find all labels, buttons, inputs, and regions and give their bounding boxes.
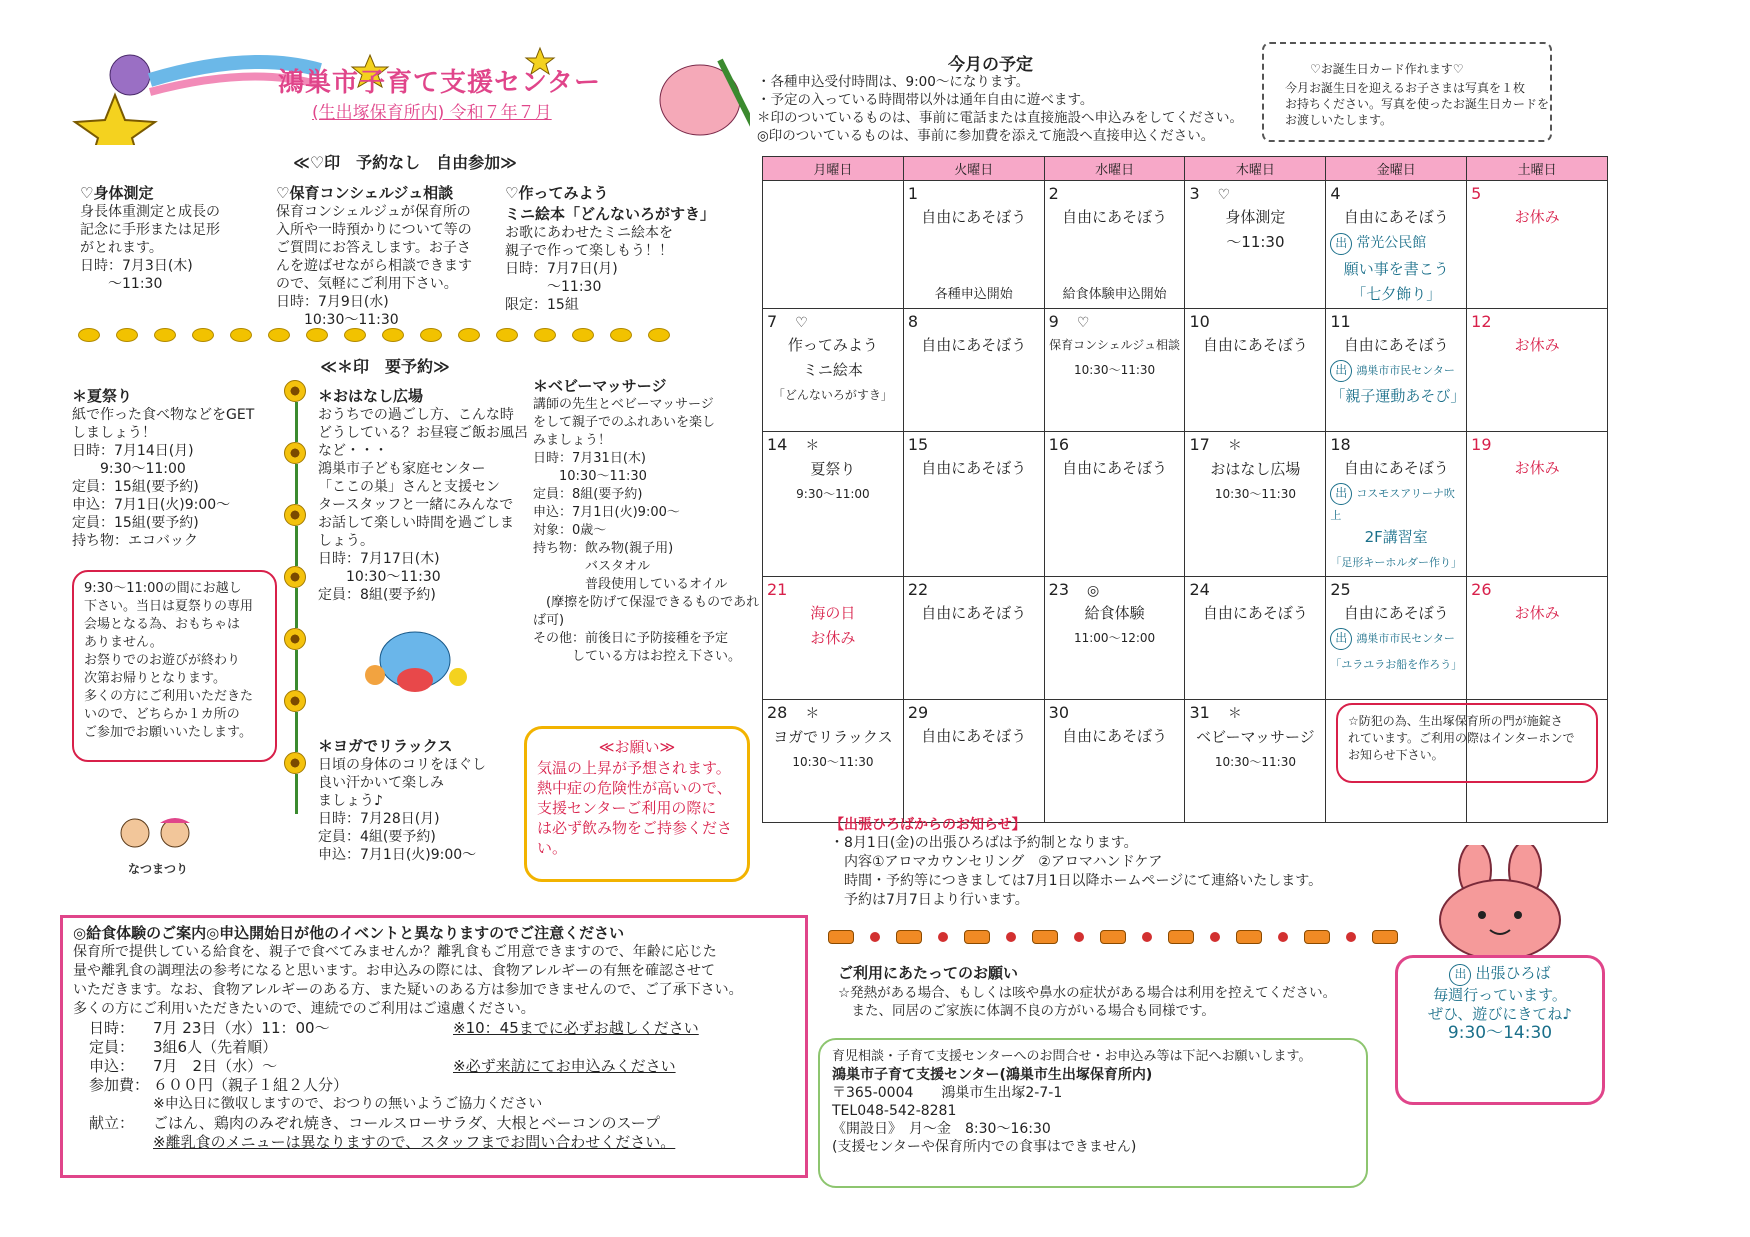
- calendar-day: [903, 700, 1044, 823]
- event-body: 保育コンシェルジュが保育所の 入所や一時預かりについて等の ご質問にお答えします。お子さ んを遊ばせながら相談できます ので、気軽にご利用下さい。 日時：7月9日(水) 10:30～11:30: [276, 204, 472, 328]
- day-number: 8: [907, 312, 919, 331]
- day-number: 9: [1048, 312, 1059, 331]
- day-event: ミニ絵本: [802, 361, 863, 379]
- day-event: 10:30～11:30: [1214, 487, 1296, 501]
- day-mark: ＊: [1227, 706, 1242, 722]
- day-event: 給食体験: [1084, 604, 1145, 622]
- day-mark: ＊: [805, 438, 820, 454]
- event-baby-massage: [533, 375, 763, 666]
- meal-body: 保育所で提供している給食を、親子で食べてみませんか？離乳食もご用意できますので、年齢に応じた 量や離乳食の調理法の参考になると思います。お申込みの際には、食物アレルギーの有無を確認させて いただきます。なお、食物アレルギーのある方、また疑いのある方は参加できませんので、ご了承下さい。 多くの方にご利用いただきたいので、連続でのご利用はご遠慮ください。: [73, 944, 743, 1017]
- contact-name: 鴻巣市子育て支援センター(鴻巣市生出塚保育所内): [832, 1067, 1153, 1083]
- calendar-day: [1467, 309, 1608, 432]
- day-event: 11:00～12:00: [1073, 631, 1156, 645]
- calendar-day: [1044, 700, 1185, 823]
- day-event: 保育コンシェルジュ相談: [1049, 338, 1181, 352]
- day-event: 自由にあそぼう: [1062, 459, 1168, 477]
- day-number: 7: [767, 312, 778, 331]
- request-body: 気温の上昇が予想されます。 熱中症の危険性が高いので、 支援センターご利用の際に は必ず飲み物をご持参くださ い。: [537, 759, 733, 857]
- day-number: 17: [1189, 435, 1210, 454]
- day-event: 自由にあそぼう: [1062, 208, 1168, 226]
- sunflower-icon: [284, 566, 306, 588]
- day-event: ヨガでリラックス: [773, 728, 893, 746]
- event-title: ♡保育コンシェルジュ相談: [276, 184, 454, 202]
- event-title: ＊夏祭り: [72, 387, 133, 405]
- contact-box: [818, 1038, 1368, 1188]
- usage-body: ☆発熱がある場合、もしくは咳や鼻水の症状がある場合は利用を控えてください。 また、同居のご家族に体調不良の方がいる場合も同様です。: [838, 985, 1337, 1019]
- day-event: 自由にあそぼう: [921, 208, 1027, 226]
- calendar-day: [763, 700, 904, 823]
- day-event: 夏祭り: [810, 460, 856, 478]
- calendar-day: [1467, 181, 1608, 309]
- fee-note: ※申込日に徴収しますので、おつりの無いようご協力ください: [153, 1096, 543, 1112]
- contact-days: 《開設日》 月～金 8:30～16:30: [832, 1121, 1051, 1137]
- calendar-day: [1044, 577, 1185, 700]
- day-event: 10:30～11:30: [792, 755, 874, 769]
- day-event: 「どんないろがすき」: [772, 388, 893, 402]
- de-icon: 出: [1330, 360, 1352, 382]
- day-event: ～11:30: [1226, 233, 1285, 251]
- weekday-wed: 水曜日: [1044, 157, 1185, 181]
- day-number: 28: [767, 703, 788, 722]
- event-summer-festival: [72, 385, 282, 550]
- day-event: 自由にあそぼう: [1343, 604, 1449, 622]
- outreach-place: 出 コスモスアリーナ吹上: [1330, 483, 1462, 523]
- day-event: 9:30～11:00: [796, 487, 870, 501]
- calendar-week: [763, 577, 1608, 700]
- calendar-day: [1185, 700, 1326, 823]
- page-title: 鴻巣市子育て支援センター: [278, 68, 601, 98]
- outreach-event: 2F講習室: [1364, 528, 1428, 546]
- day-mark: ◎: [1087, 583, 1100, 599]
- day-event: 作ってみよう: [787, 336, 878, 354]
- day-number: 31: [1189, 703, 1210, 722]
- de-icon: 出: [1449, 964, 1471, 986]
- no-reserve-heading: ≪♡印 予約なし 自由参加≫: [293, 153, 517, 172]
- contact-tel: TEL048-542-8281: [832, 1103, 957, 1119]
- outreach-place: 出 鴻巣市市民センター: [1330, 360, 1462, 382]
- day-event: 海の日: [810, 604, 856, 622]
- calendar-day: [903, 181, 1044, 309]
- day-event: 自由にあそぼう: [921, 727, 1027, 745]
- day-number: 5: [1471, 184, 1482, 203]
- outreach-event: 願い事を書こう: [1343, 260, 1449, 278]
- calendar-day: [1185, 181, 1326, 309]
- event-title: ＊おはなし広場: [318, 387, 424, 405]
- outreach-event: 「ユラユラお船を作ろう」: [1330, 658, 1463, 671]
- festival-note: 9:30～11:00の間にお越し 下さい。当日は夏祭りの専用 会場となる為、おもちゃは ありません。 お祭りでのお遊びが終わり 次第お帰りとなります。 多くの方にご利用いただきた いので、どちらか１カ所の ご参加でお願いいたします。: [72, 570, 277, 762]
- natsumatsuri-label: なつまつり: [128, 862, 189, 876]
- day-event: 10:30～11:30: [1214, 755, 1296, 769]
- sunflower-icon: [284, 380, 306, 402]
- day-number: 21: [767, 580, 788, 599]
- usage-title: ご利用にあたってのお願い: [838, 964, 1019, 982]
- page-subtitle: (生出塚保育所内) 令和７年７月: [312, 103, 552, 123]
- event-yoga: [318, 735, 518, 864]
- day-number: 24: [1189, 580, 1210, 599]
- birthday-title: ♡お誕生日カード作れます♡: [1310, 62, 1464, 76]
- elephant-illustration: [360, 625, 470, 699]
- contact-note: (支援センターや保育所内での食事はできません): [832, 1139, 1137, 1155]
- reserve-heading: ≪＊印 要予約≫: [320, 357, 450, 376]
- event-title: ＊ベビーマッサージ: [533, 377, 667, 395]
- security-note: ☆防犯の為、生出塚保育所の門が施錠さ れています。ご利用の際はインターホンで お知らせ下さい。: [1336, 703, 1598, 783]
- de-icon: 出: [1330, 483, 1352, 505]
- day-number: 12: [1471, 312, 1492, 331]
- day-number: 22: [907, 580, 929, 599]
- request-title: ≪お願い≫: [598, 738, 676, 756]
- event-title: ＊ヨガでリラックス: [318, 737, 453, 755]
- de-icon: 出: [1330, 628, 1352, 650]
- event-concierge: [276, 182, 496, 329]
- calendar-day: [903, 309, 1044, 432]
- bus-divider: [828, 930, 1398, 944]
- event-body: 身長体重測定と成長の 記念に手形または足形 がとれます。 日時：7月3日(木) ～11:30: [80, 204, 220, 292]
- day-event: 自由にあそぼう: [921, 336, 1027, 354]
- day-event: 自由にあそぼう: [1202, 336, 1308, 354]
- day-number: 3: [1189, 184, 1200, 203]
- day-event: お休み: [1514, 604, 1560, 622]
- weekday-mon: 月曜日: [763, 157, 904, 181]
- day-event: 10:30～11:30: [1073, 363, 1156, 377]
- day-number: 2: [1048, 184, 1059, 203]
- plan-notes: ・各種申込受付時間は、9:00～になります。 ・予定の入っている時間帯以外は通年自由に遊べます。 ＊印のついているものは、事前に電話または直接施設へ申込みをしてください。 ◎印のついているものは、事前に参加費を添えて施設へ直接申込ください。: [757, 74, 1243, 144]
- contact-intro: 育児相談・子育て支援センターへのお問合せ・お申込み等は下記へお願いします。: [832, 1049, 1312, 1064]
- day-event: お休み: [1514, 459, 1560, 477]
- day-event: 自由にあそぼう: [1062, 727, 1168, 745]
- request-box: [524, 726, 750, 882]
- day-number: 15: [907, 435, 929, 454]
- calendar-day: [1044, 309, 1185, 432]
- day-number: 14: [767, 435, 788, 454]
- weekday-tue: 火曜日: [903, 157, 1044, 181]
- day-footnote: 各種申込開始: [934, 287, 1013, 302]
- outreach-event: 「七夕飾り」: [1351, 285, 1442, 303]
- calendar-day: [903, 432, 1044, 577]
- meal-box: [60, 915, 808, 1178]
- menu-row: 献立： ごはん、鶏肉のみぞれ焼き、コールスローサラダ、大根とベーコンのスープ: [89, 1114, 661, 1132]
- calendar-day: [1185, 309, 1326, 432]
- day-number: 23: [1048, 580, 1070, 599]
- event-title: ♡身体測定: [80, 184, 154, 202]
- day-event: お休み: [1514, 208, 1560, 226]
- day-number: 30: [1048, 703, 1070, 722]
- day-number: 11: [1330, 312, 1351, 331]
- weekday-sat: 土曜日: [1467, 157, 1608, 181]
- sunflower-icon: [284, 442, 306, 464]
- calendar-day: [763, 432, 904, 577]
- day-number: 26: [1471, 580, 1492, 599]
- calendar-header: [763, 157, 1608, 181]
- day-number: 19: [1471, 435, 1492, 454]
- day-number: 1: [907, 184, 919, 203]
- day-event: 自由にあそぼう: [1202, 604, 1308, 622]
- day-number: 4: [1330, 184, 1341, 203]
- meal-rows: [73, 1019, 795, 1095]
- day-number: 18: [1330, 435, 1351, 454]
- event-subtitle: ミニ絵本「どんないろがすき」: [505, 205, 716, 223]
- event-title: ♡作ってみよう: [505, 184, 609, 202]
- sunflower-icon: [284, 690, 306, 712]
- day-event: お休み: [810, 629, 856, 647]
- weekday-fri: 金曜日: [1326, 157, 1467, 181]
- day-mark: ＊: [1227, 438, 1242, 454]
- event-body: 紙で作った食べ物などをGET しましょう！ 日時：7月14日(月) 9:30～11:00 定員：15組(要予約) 申込：7月1日(火)9:00～ 定員：15組(要予約) 持ち物：エコバック: [72, 407, 255, 549]
- bunny-illustration: [1430, 845, 1570, 959]
- sunflower-icon: [284, 504, 306, 526]
- sunflower-icon: [284, 628, 306, 650]
- day-event: ベビーマッサージ: [1196, 728, 1315, 746]
- dots-divider: [78, 328, 670, 342]
- calendar-day: [763, 309, 904, 432]
- contact-zip: 〒365-0004 鴻巣市生出塚2-7-1: [832, 1085, 1063, 1101]
- meal-title: ◎給食体験のご案内◎申込開始日が他のイベントと異なりますのでご注意ください: [73, 924, 625, 942]
- calendar-day: [1326, 577, 1467, 700]
- outreach-place: 出 鴻巣市市民センター: [1330, 628, 1462, 650]
- outreach-place: 出 常光公民館: [1330, 232, 1462, 255]
- day-number: 16: [1048, 435, 1070, 454]
- calendar-day: [1044, 181, 1185, 309]
- weekday-thu: 木曜日: [1185, 157, 1326, 181]
- calendar-week: [763, 432, 1608, 577]
- menu-note: ※離乳食のメニューは異なりますので、スタッフまでお問い合わせください。: [153, 1133, 676, 1151]
- event-body: 講師の先生とベビーマッサージ をして親子でのふれあいを楽し みましょう！ 日時：7月31日(木) 10:30～11:30 定員：8組(要予約) 申込：7月1日(火)9:00～ 対象：0歳～ 持ち物：飲み物(親子用) バスタオル 普段使用しているオイル (摩擦を防げて保湿できるものであれば可) その他：前後日に予防接種を予定 している方はお控え下さい。: [533, 397, 760, 664]
- de-icon: 出: [1330, 233, 1352, 255]
- sunflower-column: [284, 380, 308, 870]
- day-event: 自由にあそぼう: [921, 604, 1027, 622]
- day-event: 自由にあそぼう: [1343, 208, 1449, 226]
- meal-row: 定員： 3組6人（先着順）: [89, 1038, 278, 1056]
- calendar-day: [763, 181, 904, 309]
- day-event: おはなし広場: [1210, 460, 1301, 478]
- sunflower-icon: [284, 752, 306, 774]
- calendar-day: [1185, 432, 1326, 577]
- calendar-day: [1467, 432, 1608, 577]
- event-picture-book: [505, 182, 745, 314]
- calendar-week: [763, 309, 1608, 432]
- day-event: 自由にあそぼう: [921, 459, 1027, 477]
- event-body: お歌にあわせたミニ絵本を 親子で作って楽しもう！！ 日時：7月7日(月) ～11:30 限定：15組: [505, 225, 673, 313]
- day-number: 25: [1330, 580, 1351, 599]
- day-event: 自由にあそぼう: [1343, 459, 1449, 477]
- calendar-day: [1185, 577, 1326, 700]
- outreach-body: ・8月1日(金)の出張ひろばは予約制となります。 内容①アロマカウンセリング ②アロマハンドケア 時間・予約等につきましては7月1日以降ホームページにて連絡いたします。 予約は7月7日より行います。: [830, 835, 1323, 908]
- day-event: お休み: [1514, 336, 1560, 354]
- birthday-body: 今月お誕生日を迎えるお子さまは写真を１枚 お持ちください。写真を使ったお誕生日カードを お渡しいたします。: [1285, 81, 1550, 127]
- calendar-day: [763, 577, 904, 700]
- outreach-event: 「親子運動あそび」: [1330, 387, 1466, 405]
- outreach-event: 「足形キーホルダー作り」: [1330, 556, 1462, 569]
- calendar-day: [1326, 181, 1467, 309]
- day-number: 10: [1189, 312, 1210, 331]
- day-event: 身体測定: [1225, 208, 1286, 226]
- event-body: おうちでの過ごし方、こんな時 どうしている？お昼寝ご飯お風呂 など・・・ 鴻巣市子ども家庭センター 「ここの巣」さんと支援セン タースタッフと一緒にみんなで お話して楽しい時間を過ごしま しょう。 日時：7月17日(木) 10:30～11:30 定員：8組(要予約): [318, 407, 528, 603]
- outreach-title: 【出張ひろばからのお知らせ】: [830, 817, 1026, 833]
- event-body: 日頃の身体のコリをほぐし 良い汗かいて楽しみ ましょう♪ 日時：7月28日(月) 定員：4組(要予約) 申込：7月1日(火)9:00～: [318, 757, 486, 863]
- calendar-day: [1326, 309, 1467, 432]
- calendar-week: [763, 181, 1608, 309]
- meal-row: 日時： 7月 23日（水）11：00～ ※10：45までに必ずお越しください: [89, 1019, 699, 1037]
- calendar-day: [903, 577, 1044, 700]
- outreach-box: 出 出張ひろば 毎週行っています。 ぜひ、遊びにきてね♪ 9:30～14:30: [1395, 955, 1605, 1105]
- calendar-day: [1326, 432, 1467, 577]
- event-body-measure: [80, 182, 260, 293]
- kids-illustration: [110, 815, 210, 859]
- day-event: 自由にあそぼう: [1343, 336, 1449, 354]
- calendar-day: [1044, 432, 1185, 577]
- plan-title: 今月の予定: [948, 55, 1033, 75]
- day-mark: ＊: [805, 706, 820, 722]
- day-mark: ♡: [1076, 315, 1090, 331]
- day-mark: ♡: [795, 315, 808, 331]
- event-ohanashi: [318, 385, 528, 604]
- day-footnote: 給食体験申込開始: [1062, 287, 1167, 302]
- meal-row: 申込： 7月 2日（水）～ ※必ず来訪にてお申込みください: [89, 1057, 676, 1075]
- day-mark: ♡: [1217, 187, 1231, 203]
- calendar-day: [1467, 577, 1608, 700]
- day-number: 29: [907, 703, 929, 722]
- meal-row: 参加費： ６００円（親子１組２人分）: [89, 1076, 349, 1094]
